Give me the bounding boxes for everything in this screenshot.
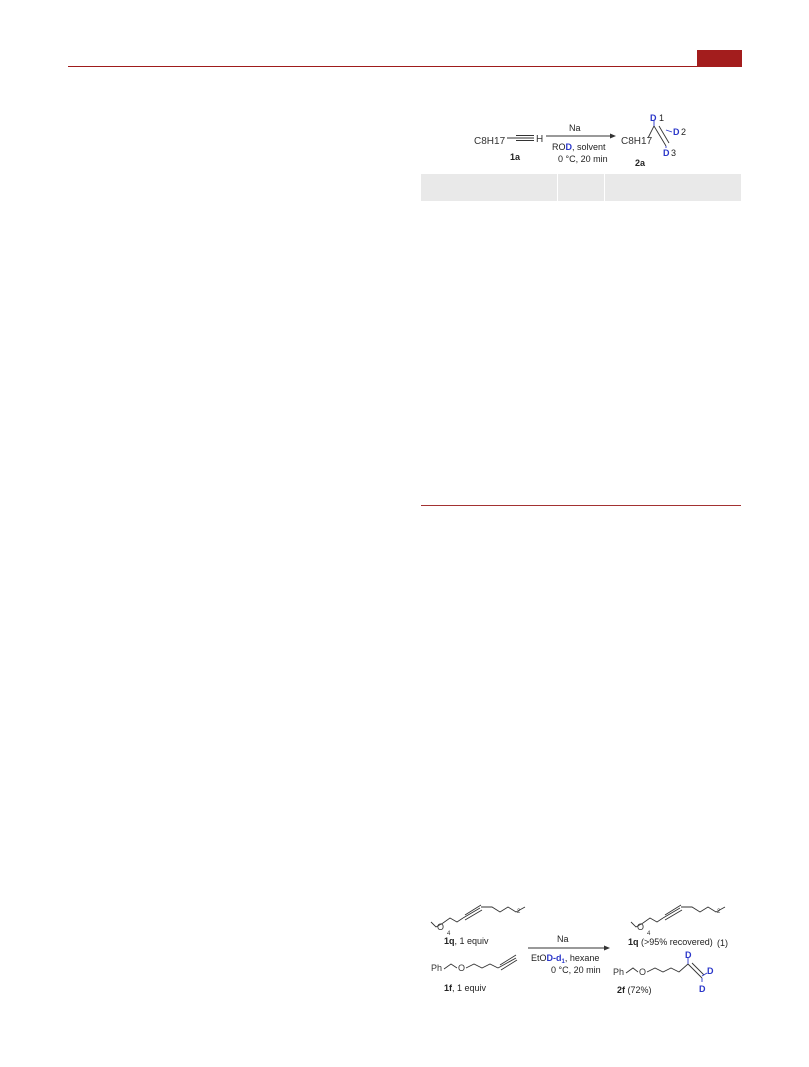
deuterium-3: D bbox=[663, 148, 670, 158]
product-2f-deuterium-bonds bbox=[688, 958, 707, 982]
deuterium-2: D bbox=[673, 127, 680, 137]
table-header bbox=[421, 174, 741, 201]
deuterium-1-number: 1 bbox=[659, 113, 665, 123]
product-2f-deuterium: D bbox=[699, 984, 706, 994]
product-label: 2a bbox=[635, 158, 646, 168]
reactant-1q-subscript: 4 bbox=[447, 931, 451, 937]
deuterium-bonds bbox=[654, 120, 672, 148]
conditions-solvent: ROD, solvent bbox=[552, 142, 606, 152]
reagent-label: Na bbox=[569, 123, 581, 133]
product-2f-deuterium: D bbox=[685, 950, 692, 960]
scheme2-reagent: Na bbox=[557, 934, 569, 944]
reaction-scheme-1 bbox=[440, 100, 740, 175]
scheme2-arrow bbox=[528, 946, 610, 951]
header-rule bbox=[68, 66, 742, 67]
terminal-hydrogen: H bbox=[536, 134, 544, 145]
reactant-label: 1a bbox=[510, 152, 521, 162]
scheme2-temperature: 0 °C, 20 min bbox=[551, 965, 601, 975]
product-2f-oxygen: O bbox=[639, 967, 647, 977]
deuterium-2-number: 2 bbox=[681, 127, 687, 137]
reactant-1q-oxygen: O bbox=[437, 922, 445, 932]
product-2f-deuterium: D bbox=[707, 966, 714, 976]
table-column-divider bbox=[557, 174, 558, 201]
triple-bond bbox=[507, 136, 534, 141]
product-2f-caption: 2f (72%) bbox=[617, 985, 652, 995]
reactant-1f-phenyl: Ph bbox=[431, 963, 443, 973]
product-1q-subscript: 2 bbox=[717, 909, 721, 915]
reactant-1q-skeleton bbox=[431, 905, 525, 927]
product-1q-caption: 1q (>95% recovered) bbox=[628, 937, 713, 947]
product-2f-phenyl: Ph bbox=[613, 967, 625, 977]
deuterium-1: D bbox=[650, 113, 657, 123]
deuterium-3-number: 3 bbox=[671, 148, 677, 158]
table-column-divider bbox=[604, 174, 605, 201]
reaction-arrow bbox=[546, 134, 616, 139]
reactant-1q-caption: 1q, 1 equiv bbox=[444, 936, 489, 946]
reactant-1f-caption: 1f, 1 equiv bbox=[444, 983, 487, 993]
product-1q-oxygen: O bbox=[637, 922, 645, 932]
section-divider bbox=[421, 505, 741, 506]
product-2f-skeleton bbox=[626, 963, 704, 978]
reactant-1f-skeleton bbox=[444, 955, 517, 970]
equation-number: (1) bbox=[717, 938, 728, 948]
scheme2-conditions: EtOD-$d_1$, hexane bbox=[531, 953, 600, 965]
product-1q-skeleton bbox=[631, 905, 725, 927]
reactant-1q-subscript: 2 bbox=[517, 909, 521, 915]
header-tab bbox=[697, 50, 742, 67]
product-group: C8H17 bbox=[621, 136, 653, 147]
conditions-temperature: 0 °C, 20 min bbox=[558, 154, 608, 164]
reactant-group: C8H17 bbox=[474, 136, 506, 147]
reactant-1f-oxygen: O bbox=[458, 963, 466, 973]
product-1q-subscript: 4 bbox=[647, 931, 651, 937]
reaction-scheme-2 bbox=[420, 898, 750, 1000]
